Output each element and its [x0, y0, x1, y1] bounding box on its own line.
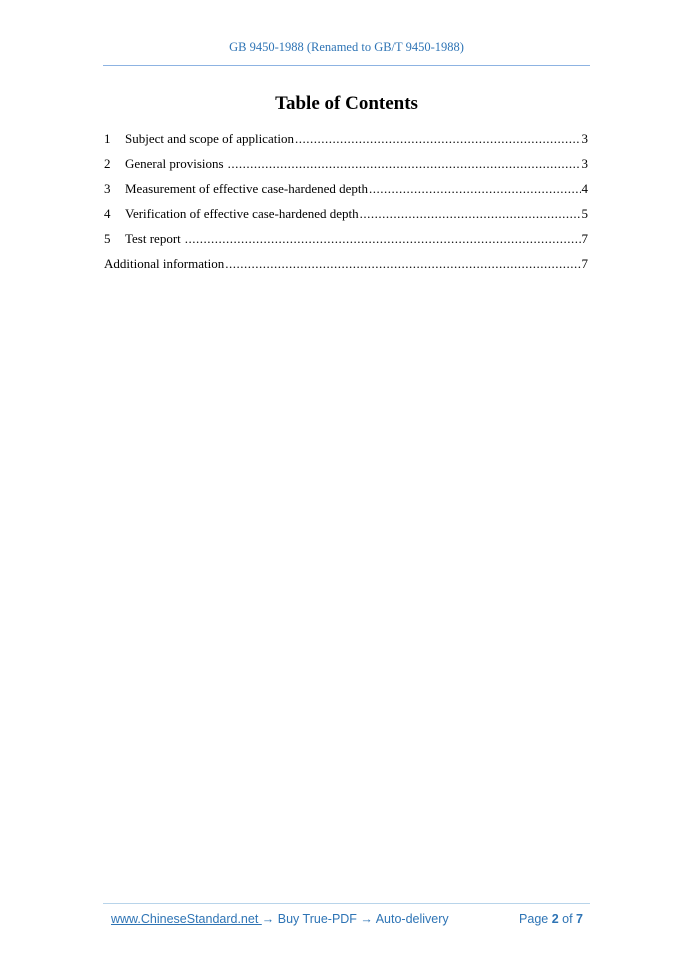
- running-header: GB 9450-1988 (Renamed to GB/T 9450-1988): [229, 40, 464, 54]
- toc-leader-dots: [185, 231, 581, 247]
- toc-entry-label: Additional information: [104, 256, 225, 271]
- toc-entry-number: 5: [104, 231, 111, 246]
- toc-entry-page: 7: [581, 256, 588, 271]
- toc-entry-page: 3: [581, 131, 588, 146]
- toc-entry-page: 5: [581, 206, 588, 221]
- auto-delivery-text: Auto-delivery: [372, 912, 449, 926]
- toc-entry-2[interactable]: [104, 156, 588, 181]
- toc-leader-dots: [369, 181, 580, 197]
- page-of-label: of: [558, 912, 577, 926]
- toc-entry-number: 4: [104, 206, 111, 221]
- buy-pdf-text: Buy True-PDF: [274, 912, 361, 926]
- toc-entry-number: 2: [104, 156, 111, 171]
- toc-entry-label: Verification of effective case-hardened depth: [125, 206, 359, 221]
- toc-entry-page: 4: [581, 181, 588, 196]
- arrow-right-icon: →: [261, 912, 275, 926]
- toc-entry-label: Measurement of effective case-hardened depth: [125, 181, 369, 196]
- toc-entry-4[interactable]: [104, 206, 588, 231]
- toc-entry-3[interactable]: [104, 181, 588, 206]
- current-page: 2: [551, 912, 559, 926]
- toc-entry-page: 7: [581, 231, 588, 246]
- toc-leader-dots: [225, 256, 580, 272]
- toc-leader-dots: [360, 206, 581, 222]
- toc-entry-page: 3: [581, 156, 588, 171]
- toc-leader-dots: [295, 131, 581, 147]
- header-divider: [103, 65, 590, 66]
- toc-leader-dots: [228, 156, 581, 172]
- page-footer: [111, 912, 583, 926]
- footer-promo: [111, 912, 449, 926]
- page-label: Page: [519, 912, 552, 926]
- website-link[interactable]: www.ChineseStandard.net: [111, 912, 262, 926]
- total-pages: 7: [576, 912, 583, 926]
- toc-title: Table of Contents: [275, 93, 418, 114]
- table-of-contents: [104, 131, 588, 281]
- toc-entry-additional[interactable]: [104, 256, 588, 281]
- toc-entry-5[interactable]: [104, 231, 588, 256]
- toc-entry-label: Subject and scope of application: [125, 131, 294, 146]
- arrow-right-icon: →: [360, 912, 373, 926]
- toc-entry-number: 1: [104, 131, 111, 146]
- page-number: [519, 912, 583, 926]
- footer-divider: [103, 903, 590, 904]
- toc-entry-label: Test report: [125, 231, 181, 246]
- toc-entry-label: General provisions: [125, 156, 224, 171]
- toc-entry-1[interactable]: [104, 131, 588, 156]
- toc-entry-number: 3: [104, 181, 111, 196]
